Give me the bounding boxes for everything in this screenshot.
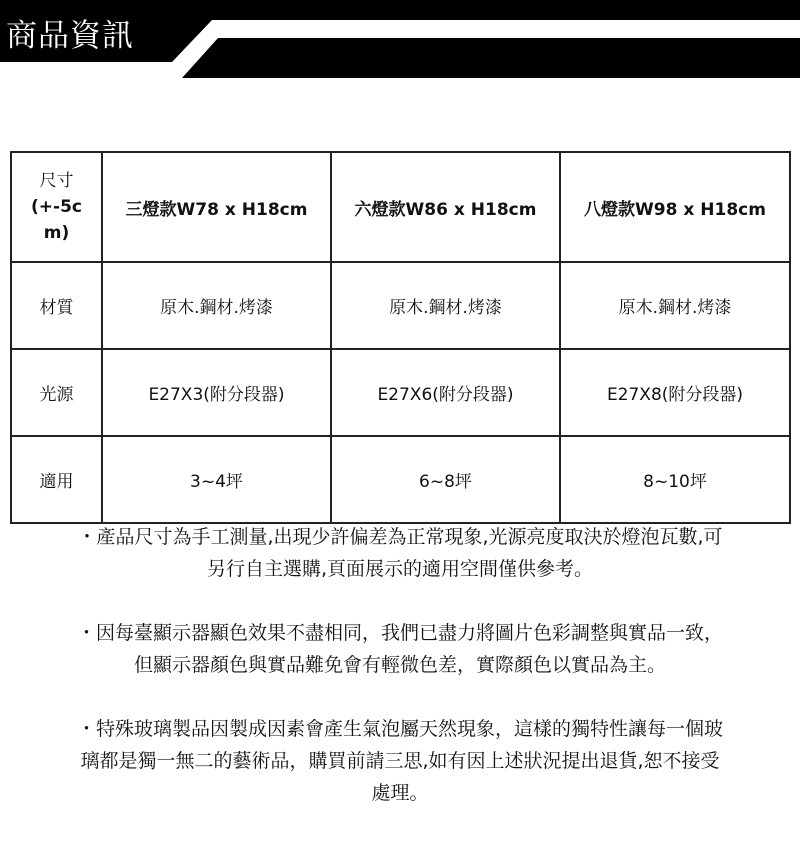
table-cell: 3~4坪 [102,436,331,523]
note-line: 另行自主選購,頁面展示的適用空間僅供參考。 [206,558,594,580]
note-measurement [0,521,800,585]
note-line: ・特殊玻璃製品因製成因素會產生氣泡屬天然現象，這樣的獨特性讓每一個玻 [76,718,723,740]
note-line: ・因每臺顯示器顯色效果不盡相同，我們已盡力將圖片色彩調整與實品一致， [76,622,723,644]
table-cell: 原木.鋼材.烤漆 [102,262,331,349]
size-label-line2: (+-5c [31,197,82,217]
note-line: 但顯示器顏色與實品難免會有輕微色差，實際顏色以實品為主。 [133,654,666,676]
table-cell: 6~8坪 [331,436,560,523]
row-label-light-source: 光源 [11,349,102,436]
notes-section [0,521,800,841]
note-display-color [0,617,800,681]
column-header-six-lamp: 六燈款W86 x H18cm [331,152,560,262]
row-label-material: 材質 [11,262,102,349]
table-cell: E27X8(附分段器) [560,349,790,436]
note-line: 璃都是獨一無二的藝術品，購買前請三思,如有因上述狀況提出退貨,恕不接受 [80,750,720,772]
table-cell: 8~10坪 [560,436,790,523]
table-cell: E27X3(附分段器) [102,349,331,436]
table-cell: E27X6(附分段器) [331,349,560,436]
table-row-suitable-space [11,436,790,523]
section-header [0,0,800,80]
note-glass-bubbles [0,713,800,809]
size-label-cell [11,152,102,262]
table-header-row [11,152,790,262]
page-title: 商品資訊 [6,18,134,54]
column-header-eight-lamp: 八燈款W98 x H18cm [560,152,790,262]
note-line: 處理。 [371,782,429,804]
note-line: ・產品尺寸為手工測量,出現少許偏差為正常現象,光源亮度取決於燈泡瓦數,可 [77,526,723,548]
table-cell: 原木.鋼材.烤漆 [560,262,790,349]
row-label-suitable-space: 適用 [11,436,102,523]
size-label-line3: m) [43,223,70,243]
column-header-three-lamp: 三燈款W78 x H18cm [102,152,331,262]
table-row-light-source [11,349,790,436]
table-row-material [11,262,790,349]
spec-table [10,151,791,524]
table-cell: 原木.鋼材.烤漆 [331,262,560,349]
size-label-line1: 尺寸 [39,171,74,191]
